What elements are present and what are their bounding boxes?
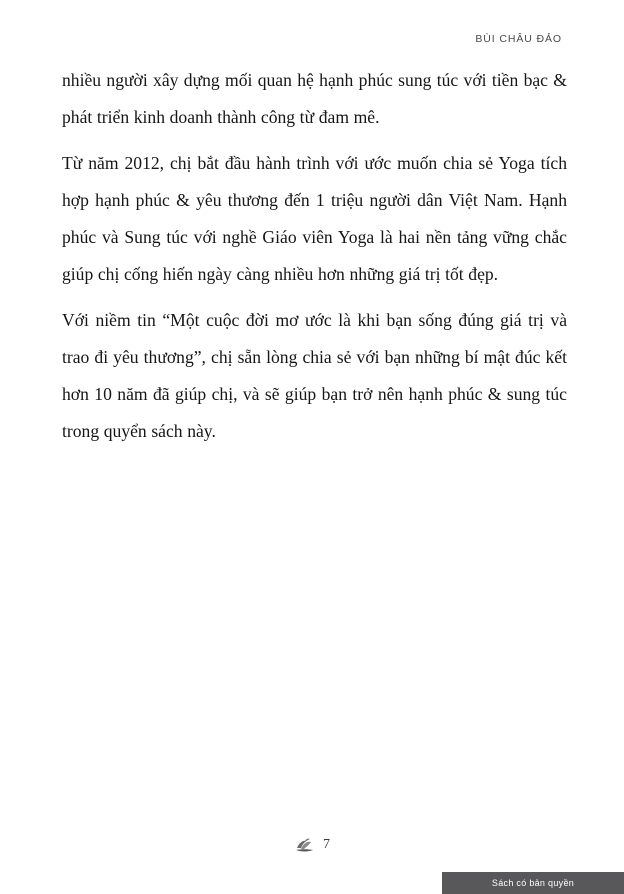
folio-group (294, 837, 330, 853)
body-text (62, 62, 567, 459)
paragraph: Từ năm 2012, chị bắt đầu hành trình với ước muốn chia sẻ Yoga tích hợp hạnh phúc & yêu thương đến 1 triệu người dân Việt Nam. Hạnh phúc và Sung túc với nghề Giáo viên Yoga là hai nền tảng vững chắc giúp chị cống hiến ngày càng nhiều hơn những giá trị tốt đẹp. (62, 153, 567, 284)
paragraph: Với niềm tin “Một cuộc đời mơ ước là khi bạn sống đúng giá trị và trao đi yêu thương”, chị sẵn lòng chia sẻ với bạn những bí mật đúc kết hơn 10 năm đã giúp chị, và sẽ giúp bạn trở nên hạnh phúc & sung túc trong quyển sách này. (62, 310, 567, 441)
leaf-ornament-icon (294, 837, 316, 853)
page-number: 7 (323, 837, 330, 852)
page-footer (0, 837, 624, 858)
copyright-watermark: Sách có bản quyền (442, 872, 624, 894)
paragraph: nhiều người xây dựng mối quan hệ hạnh phúc sung túc với tiền bạc & phát triển kinh doanh thành công từ đam mê. (62, 70, 567, 127)
running-head: BÙI CHÂU ĐẢO (475, 33, 562, 45)
